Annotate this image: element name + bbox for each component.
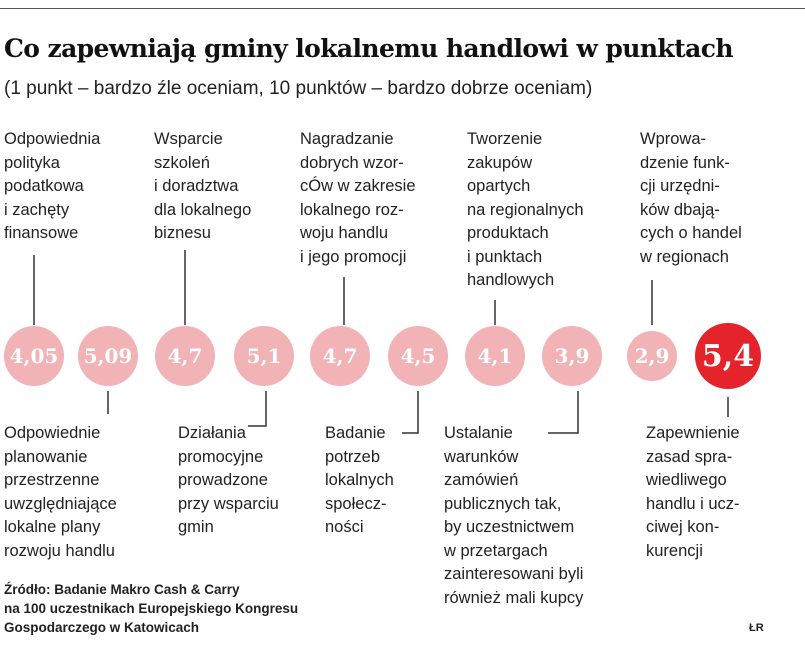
source-note: Źródło: Badanie Makro Cash & Carry na 100 uczestnikach Europejskiego Kongresu Gospodarczego w Katowicach: [4, 582, 299, 635]
value-label-8: 3,9: [554, 344, 590, 368]
top-label-rewarding-good-practice: Nagradzanie dobrych wzor- cÓw w zakresie lokalnego roz- woju handlu i jego promocji: [300, 130, 416, 266]
bottom-label-spatial-planning: Odpowiednie planowanie przestrzenne uwzględniające lokalne plany rozwoju handlu: [4, 424, 117, 560]
chart-title: Co zapewniają gminy lokalnemu handlowi w punktach: [4, 34, 733, 63]
value-label-2: 5,09: [83, 344, 133, 368]
value-label-9: 2,9: [634, 344, 670, 368]
bottom-label-fair-trade: Zapewnienie zasad spra- wiedliwego handlu i ucz- ciwej kon- kurencji: [646, 424, 740, 560]
value-label-7: 4,1: [477, 344, 513, 368]
connector-bottom-6: [402, 391, 418, 433]
bottom-label-community-needs: Badanie potrzeb lokalnych społecz- ności: [325, 424, 394, 536]
top-label-trade-officials: Wprowa- dzenie funk- cji urzędni- ków dbają- cych o handel w regionach: [640, 130, 742, 266]
value-label-4: 5,1: [246, 344, 282, 368]
chart-subtitle: (1 punkt – bardzo źle oceniam, 10 punktów – bardzo dobrze oceniam): [4, 78, 593, 99]
value-label-10: 5,4: [701, 339, 755, 374]
value-label-5: 4,7: [322, 344, 358, 368]
top-label-regional-products: Tworzenie zakupów opartych na regionalnych produktach i punktach handlowych: [467, 130, 584, 289]
top-label-tax-policy: Odpowiednia polityka podatkowa i zachęty finansowe: [4, 130, 101, 242]
value-label-6: 4,5: [400, 344, 436, 368]
bottom-label-promotion: Działania promocyjne prowadzone przy wsparciu gmin: [178, 424, 279, 536]
connector-bottom-4: [248, 391, 266, 426]
bottom-label-public-procurement: Ustalanie warunków zamówień publicznych tak, by uczestnictwem w przetargach zainteresowani byli również mali kupcy: [444, 424, 584, 607]
value-label-3: 4,7: [167, 344, 203, 368]
value-label-1: 4,05: [9, 344, 59, 368]
author-credit: ŁR: [749, 622, 764, 634]
top-label-training-support: Wsparcie szkoleń i doradztwa dla lokalnego biznesu: [154, 130, 252, 242]
